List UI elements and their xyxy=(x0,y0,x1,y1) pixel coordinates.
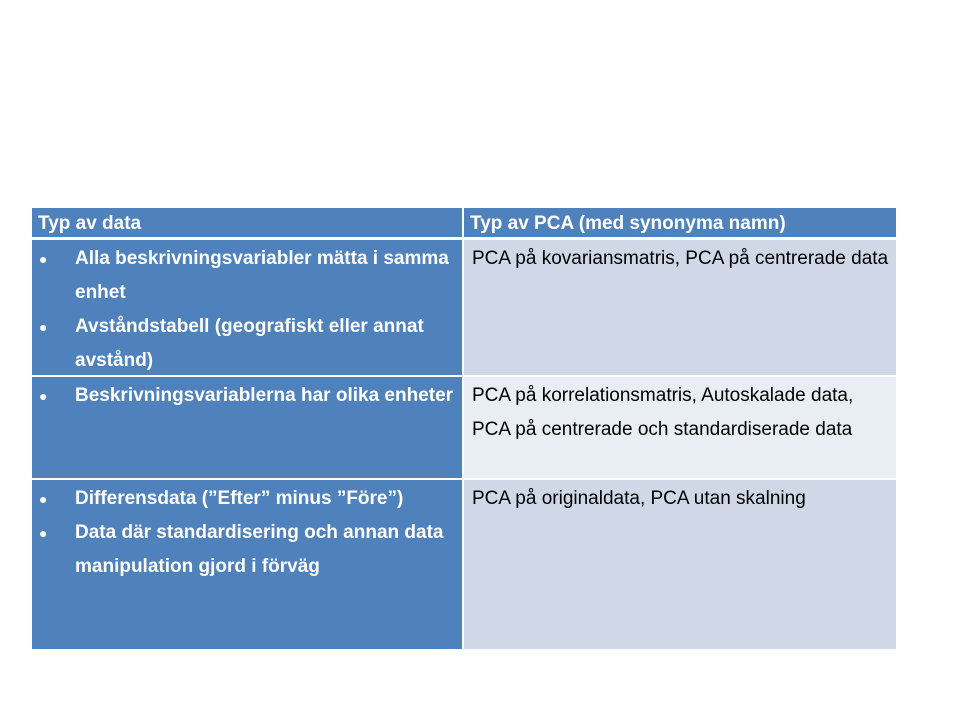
row-2-data-types xyxy=(32,377,464,480)
list-item xyxy=(38,242,456,310)
data-type-text: Differensdata (”Efter” minus ”Före”) xyxy=(75,488,404,509)
header-pca-type: Typ av PCA (med synonyma namn) xyxy=(464,208,896,240)
data-type-text: Alla beskrivningsvariabler mätta i samma enhet xyxy=(75,248,449,303)
bullet-icon: ● xyxy=(39,319,48,335)
header-data-type: Typ av data xyxy=(32,208,464,240)
row-1-pca-type: PCA på kovariansmatris, PCA på centrerade data xyxy=(464,240,896,377)
bullet-icon: ● xyxy=(39,388,48,404)
data-type-text: Data där standardisering och annan data manipulation gjord i förväg xyxy=(75,522,444,577)
bullet-icon: ● xyxy=(39,491,48,507)
row-3-data-types xyxy=(32,480,464,651)
bullet-icon: ● xyxy=(39,251,48,267)
data-type-text: Avståndstabell (geografiskt eller annat avstånd) xyxy=(75,316,424,371)
pca-type-table xyxy=(32,208,896,651)
list-item xyxy=(38,379,456,413)
bullet-icon: ● xyxy=(39,525,48,541)
row-3-pca-type: PCA på originaldata, PCA utan skalning xyxy=(464,480,896,651)
row-3-bullet-list xyxy=(38,482,456,584)
data-type-text: Beskrivningsvariablerna har olika enheter xyxy=(75,385,454,406)
row-1-data-types xyxy=(32,240,464,377)
list-item xyxy=(38,516,456,584)
list-item xyxy=(38,310,456,378)
row-1-bullet-list xyxy=(38,242,456,378)
list-item xyxy=(38,482,456,516)
row-2-pca-type: PCA på korrelationsmatris, Autoskalade data, PCA på centrerade och standardiserade data xyxy=(464,377,896,480)
row-2-bullet-list xyxy=(38,379,456,413)
